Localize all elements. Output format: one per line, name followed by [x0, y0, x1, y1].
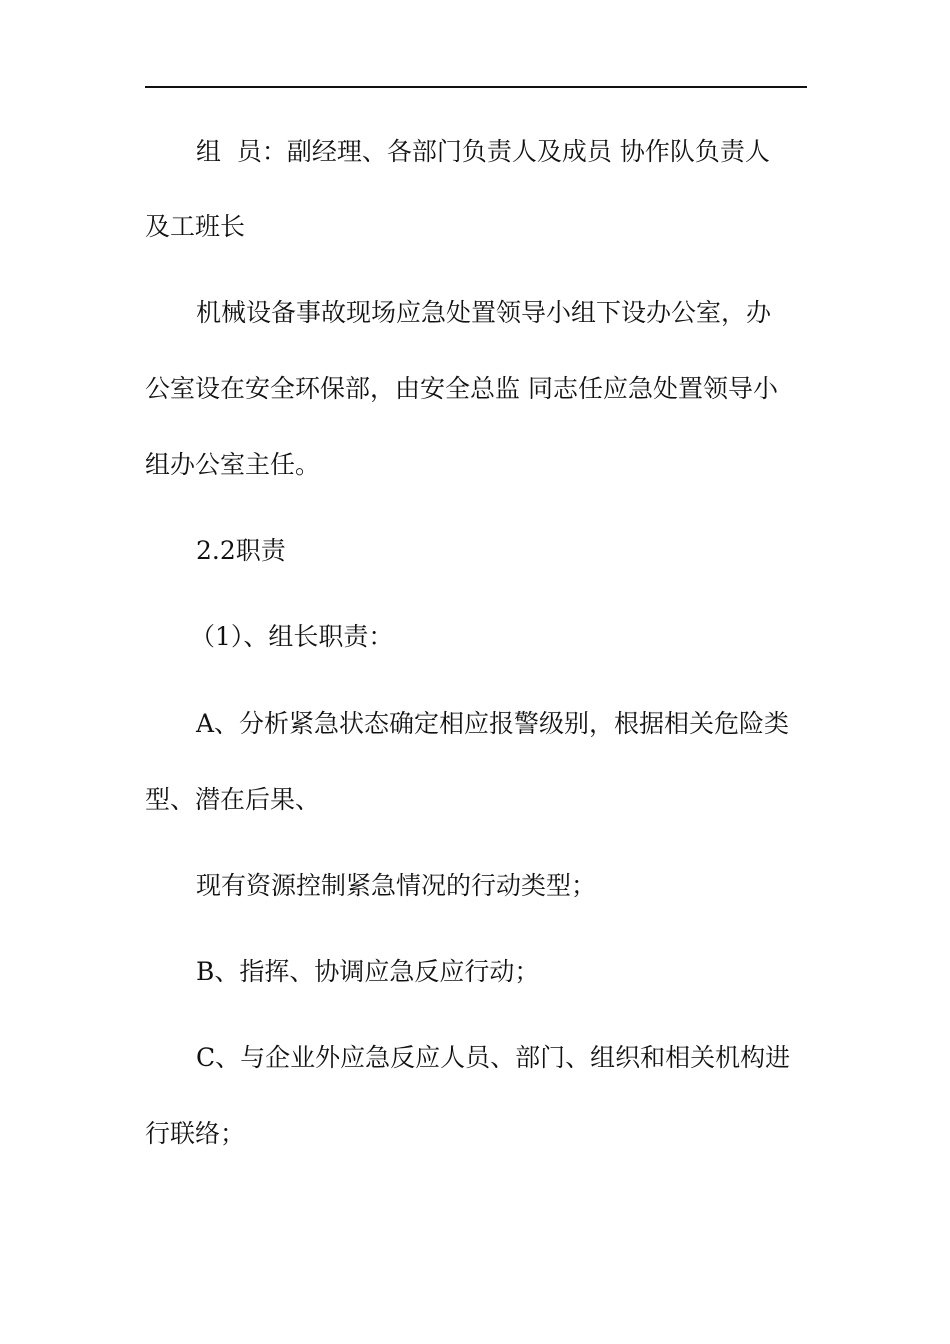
text-line-members: 组 员：副经理、各部门负责人及成员 协作队负责人: [196, 137, 770, 166]
text-line-office-cont: 公室设在安全环保部，由安全总监 同志任应急处置领导小: [145, 374, 778, 403]
text-line-duty-b: B、指挥、协调应急反应行动；: [196, 957, 540, 986]
subsection-heading: （1）、组长职责：: [190, 622, 394, 651]
section-heading: 2.2职责: [196, 536, 286, 565]
header-rule: [145, 86, 807, 88]
text-line-duty-a-end: 现有资源控制紧急情况的行动类型；: [196, 871, 597, 900]
text-line-duty-a: A、分析紧急状态确定相应报警级别，根据相关危险类: [196, 709, 790, 738]
text-line-duty-a-cont: 型、潜在后果、: [145, 785, 321, 814]
text-line-duty-c: C、与企业外应急反应人员、部门、组织和相关机构进: [196, 1043, 791, 1072]
text-line-office: 机械设备事故现场应急处置领导小组下设办公室，办: [196, 298, 772, 327]
text-line-members-cont: 及工班长: [145, 212, 246, 241]
text-line-office-end: 组办公室主任。: [145, 450, 321, 479]
text-line-duty-c-cont: 行联络；: [145, 1119, 246, 1148]
